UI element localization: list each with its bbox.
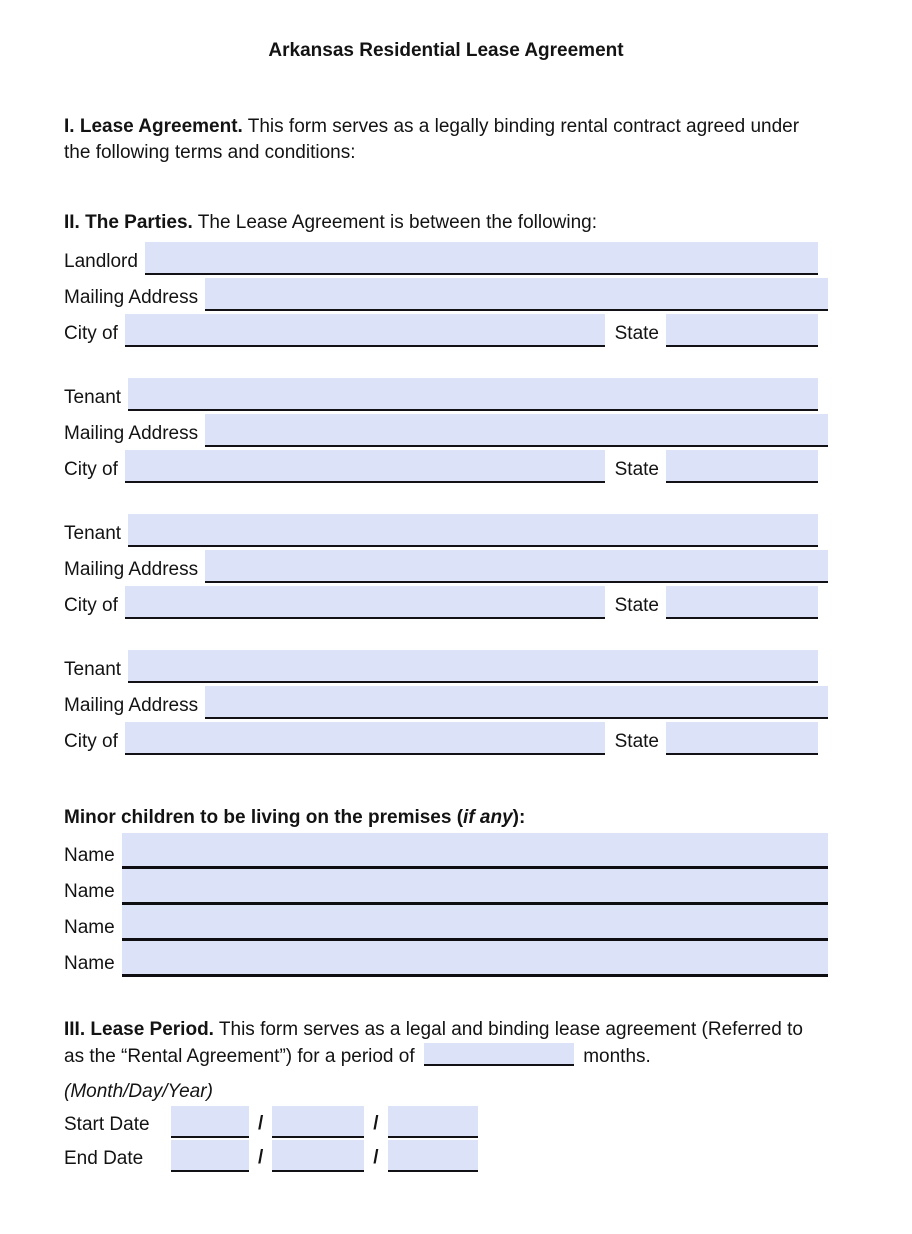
end-date-year-field[interactable]	[388, 1140, 478, 1172]
section-iii-heading: III. Lease Period.	[64, 1019, 214, 1040]
child-name-row	[64, 869, 828, 905]
tenant-1-city-field[interactable]	[125, 450, 605, 483]
month-day-year-note: (Month/Day/Year)	[64, 1081, 213, 1102]
mailing-address-label: Mailing Address	[64, 559, 199, 580]
tenant-2-name-row	[64, 513, 828, 547]
tenant-1-mailing-address-field[interactable]	[205, 414, 828, 447]
tenant-3-mailing-row	[64, 685, 828, 719]
city-of-label: City of	[64, 595, 118, 616]
child-name-row	[64, 905, 828, 941]
landlord-state-field[interactable]	[666, 314, 818, 347]
tenant-1-name-row	[64, 377, 828, 411]
start-date-row	[64, 1104, 828, 1138]
section-i-body: This form serves as a legally binding rental contract agreed under the following terms and conditions:	[64, 116, 800, 163]
minor-children-if-any: if any	[463, 807, 513, 828]
name-label: Name	[64, 845, 115, 866]
landlord-mailing-address-field[interactable]	[205, 278, 828, 311]
document-title: Arkansas Residential Lease Agreement	[268, 40, 624, 61]
child-name-field-3[interactable]	[122, 905, 828, 941]
section-i-paragraph	[64, 114, 828, 166]
date-slash: /	[258, 1113, 264, 1134]
name-label: Name	[64, 953, 115, 974]
landlord-name-row	[64, 241, 828, 275]
tenant-1-city-state-row	[64, 449, 828, 483]
tenant-1-state-field[interactable]	[666, 450, 818, 483]
minor-children-heading	[64, 805, 828, 831]
mailing-address-label: Mailing Address	[64, 423, 199, 444]
tenant-3-city-field[interactable]	[125, 722, 605, 755]
tenant-label: Tenant	[64, 659, 122, 680]
section-ii-heading-line	[64, 210, 828, 236]
party-block-landlord	[64, 241, 828, 347]
landlord-label: Landlord	[64, 251, 138, 272]
tenant-2-mailing-row	[64, 549, 828, 583]
tenant-2-city-field[interactable]	[125, 586, 605, 619]
section-i-heading: I. Lease Agreement.	[64, 116, 243, 137]
date-format-note	[64, 1080, 828, 1104]
mailing-address-label: Mailing Address	[64, 695, 199, 716]
start-date-month-field[interactable]	[171, 1106, 249, 1138]
section-iii-paragraph	[64, 1017, 828, 1070]
end-date-label: End Date	[64, 1148, 144, 1169]
section-ii-heading: II. The Parties.	[64, 212, 193, 233]
start-date-year-field[interactable]	[388, 1106, 478, 1138]
start-date-day-field[interactable]	[272, 1106, 364, 1138]
state-label: State	[614, 459, 659, 480]
date-slash: /	[373, 1113, 379, 1134]
child-name-row	[64, 833, 828, 869]
party-block-tenant-1	[64, 377, 828, 483]
tenant-3-state-field[interactable]	[666, 722, 818, 755]
city-of-label: City of	[64, 731, 118, 752]
section-iii-body-prefix: This form serves as a legal and binding lease agreement (Referred to as the “Rental Agreement”) for a period of	[64, 1019, 803, 1067]
section-iii-body-suffix: months.	[583, 1046, 651, 1067]
party-block-tenant-3	[64, 649, 828, 755]
name-label: Name	[64, 881, 115, 902]
state-label: State	[614, 323, 659, 344]
minor-children-heading-end: ):	[512, 807, 526, 828]
tenant-1-mailing-row	[64, 413, 828, 447]
tenant-2-name-field[interactable]	[128, 514, 818, 547]
end-date-month-field[interactable]	[171, 1140, 249, 1172]
landlord-mailing-row	[64, 277, 828, 311]
tenant-label: Tenant	[64, 523, 122, 544]
party-block-tenant-2	[64, 513, 828, 619]
start-date-label: Start Date	[64, 1114, 150, 1135]
tenant-3-city-state-row	[64, 721, 828, 755]
date-slash: /	[258, 1147, 264, 1168]
state-label: State	[614, 731, 659, 752]
date-slash: /	[373, 1147, 379, 1168]
tenant-2-city-state-row	[64, 585, 828, 619]
tenant-1-name-field[interactable]	[128, 378, 818, 411]
child-name-row	[64, 941, 828, 977]
mailing-address-label: Mailing Address	[64, 287, 199, 308]
tenant-3-name-field[interactable]	[128, 650, 818, 683]
name-label: Name	[64, 917, 115, 938]
landlord-city-state-row	[64, 313, 828, 347]
child-name-field-4[interactable]	[122, 941, 828, 977]
tenant-2-mailing-address-field[interactable]	[205, 550, 828, 583]
city-of-label: City of	[64, 323, 118, 344]
city-of-label: City of	[64, 459, 118, 480]
end-date-row	[64, 1138, 828, 1172]
tenant-3-name-row	[64, 649, 828, 683]
landlord-city-field[interactable]	[125, 314, 605, 347]
tenant-3-mailing-address-field[interactable]	[205, 686, 828, 719]
minor-children-heading-text: Minor children to be living on the premises (	[64, 807, 464, 828]
tenant-2-state-field[interactable]	[666, 586, 818, 619]
state-label: State	[614, 595, 659, 616]
section-ii-body: The Lease Agreement is between the following:	[197, 212, 598, 233]
tenant-label: Tenant	[64, 387, 122, 408]
landlord-name-field[interactable]	[145, 242, 818, 275]
child-name-field-1[interactable]	[122, 833, 828, 869]
lease-months-field[interactable]	[424, 1043, 574, 1066]
end-date-day-field[interactable]	[272, 1140, 364, 1172]
child-name-field-2[interactable]	[122, 869, 828, 905]
